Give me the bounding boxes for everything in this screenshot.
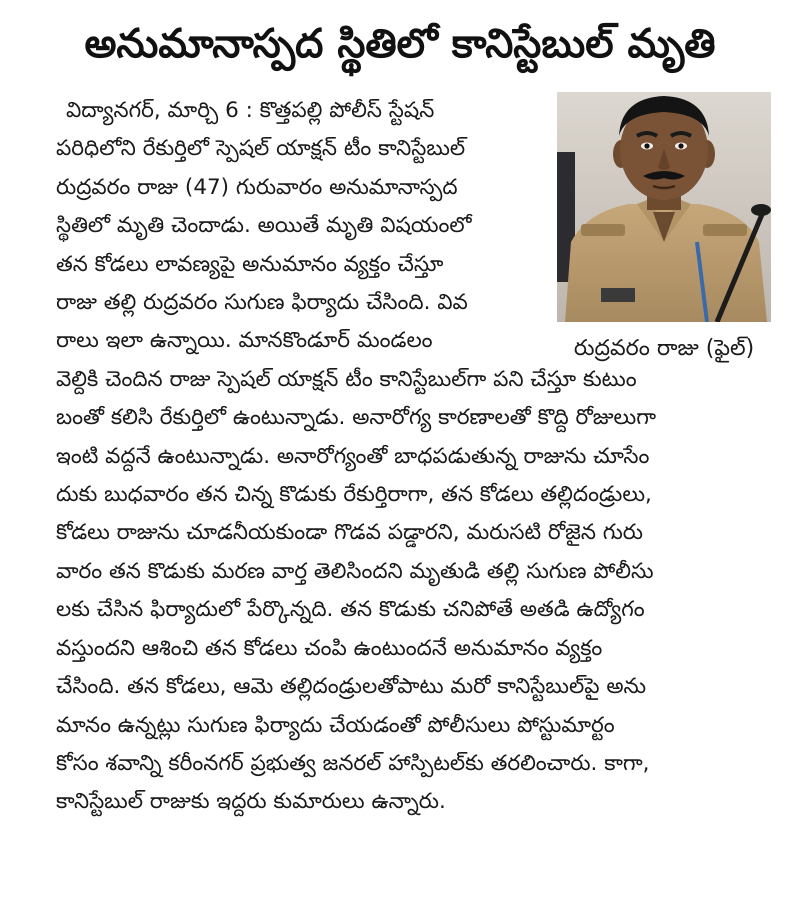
- body-line: వారం తన కొడుకు మరణ వార్త తెలిసిందని మృతుడి తల్లి సుగుణ పోలీసు: [56, 558, 654, 584]
- body-line: మానం ఉన్నట్లు సుగుణ ఫిర్యాదు చేయడంతో పోలీసులు పోస్టుమార్టం: [56, 712, 615, 738]
- body-line: విద్యానగర్, మార్చి 6 : కొత్తపల్లి పోలీస్ స్టేషన్: [66, 98, 435, 123]
- body-line: స్థితిలో మృతి చెందాడు. అయితే మృతి విషయంలో: [56, 213, 472, 239]
- body-line: రుద్రవరం రాజు (47) గురువారం అనుమానాస్పద: [56, 174, 458, 200]
- body-line: పరిధిలోని రేకుర్తిలో స్పెషల్ యాక్షన్ టీం కానిస్టేబుల్: [56, 136, 466, 162]
- article-body: [56, 92, 772, 822]
- body-line: కోడలు రాజును చూడనీయకుండా గొడవ పడ్డారని, మరుసటి రోజైన గురు: [56, 520, 643, 546]
- body-line: ఇంటి వద్దనే ఉంటున్నాడు. అనారోగ్యంతో బాధపడుతున్న రాజును చూసేం: [56, 443, 650, 469]
- body-line: లకు చేసిన ఫిర్యాదులో పేర్కొన్నది. తన కొడుకు చనిపోతే అతడి ఉద్యోగం: [56, 597, 645, 623]
- body-line: రాలు ఇలా ఉన్నాయి. మానకొండూర్ మండలం: [56, 328, 433, 354]
- headline: అనుమానాస్పద స్థితిలో కానిస్టేబుల్ మృతి: [84, 21, 716, 67]
- photo-caption: రుద్రవరం రాజు (ఫైల్): [573, 336, 755, 361]
- body-line: రాజు తల్లి రుద్రవరం సుగుణ ఫిర్యాదు చేసింది. వివ: [56, 290, 468, 316]
- body-line: దుకు బుధవారం తన చిన్న కొడుకు రేకుర్తిరాగా, తన కోడలు తల్లిదండ్రులు,: [56, 482, 652, 508]
- body-line: కోసం శవాన్ని కరీంనగర్ ప్రభుత్వ జనరల్ హాస్పిటల్‌కు తరలించారు. కాగా,: [56, 750, 650, 776]
- body-line: కానిస్టేబుల్ రాజుకు ఇద్దరు కుమారులు ఉన్నారు.: [56, 789, 446, 815]
- clipped-previous-article-edge: [0, 0, 800, 8]
- body-line: వెల్దికి చెందిన రాజు స్పెషల్ యాక్షన్ టీం కానిస్టేబుల్‌గా పని చేస్తూ కుటుం: [56, 366, 637, 392]
- body-line: బంతో కలిసి రేకుర్తిలో ఉంటున్నాడు. అనారోగ్య కారణాలతో కొద్ది రోజులుగా: [56, 405, 657, 431]
- body-line: చేసింది. తన కోడలు, ఆమె తల్లిదండ్రులతోపాటు మరో కానిస్టేబుల్‌పై అను: [56, 674, 647, 700]
- body-line: వస్తుందని ఆశించి తన కోడలు చంపి ఉంటుందనే అనుమానం వ్యక్తం: [56, 635, 603, 661]
- body-line: తన కోడలు లావణ్యపై అనుమానం వ్యక్తం చేస్తూ: [56, 251, 444, 277]
